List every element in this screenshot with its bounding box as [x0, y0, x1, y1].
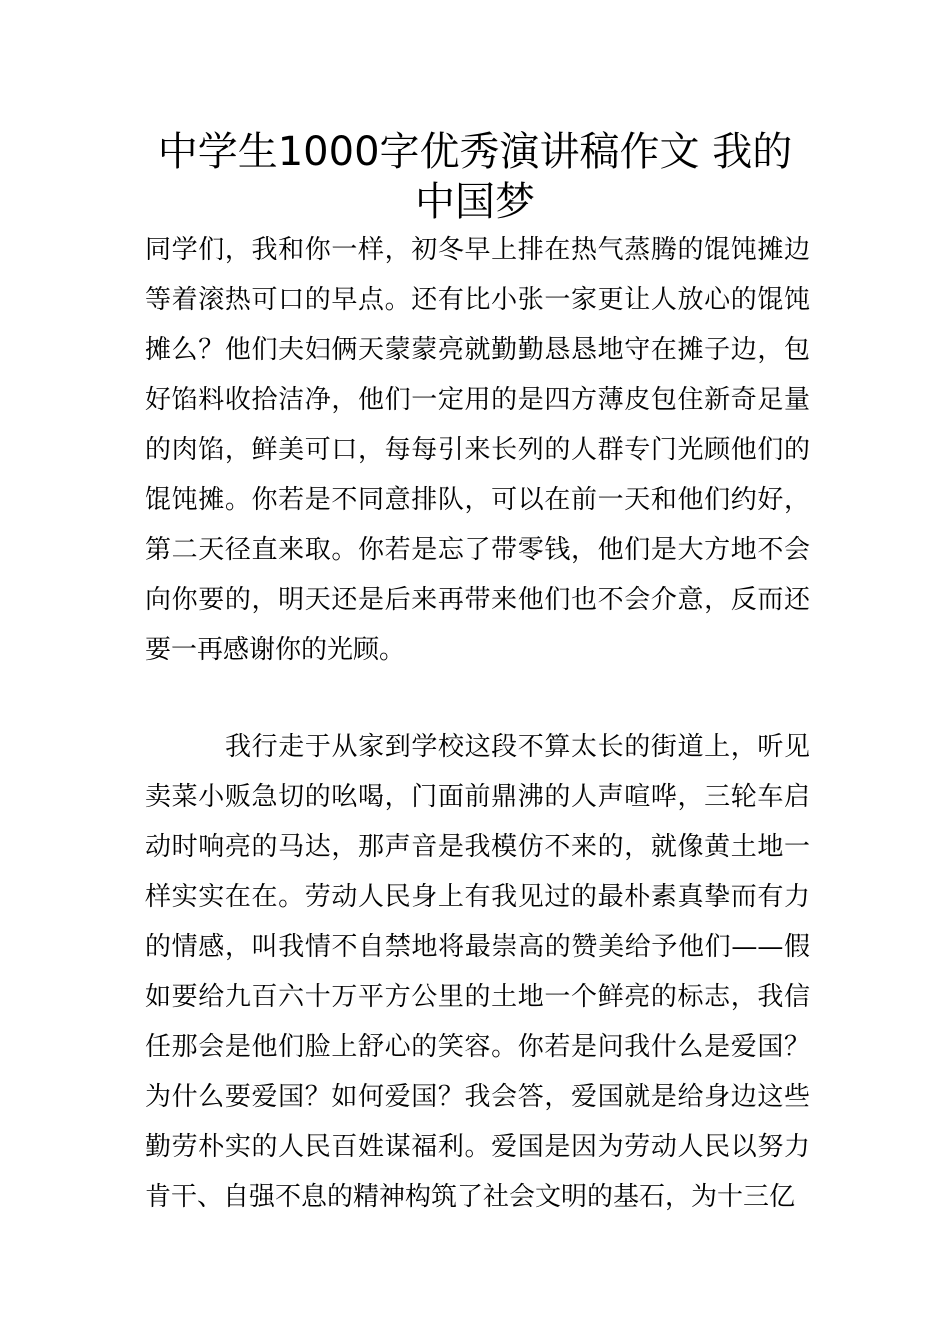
- document-title: 中学生1000字优秀演讲稿作文 我的中国梦: [157, 129, 793, 225]
- paragraph-1: 同学们，我和你一样，初冬早上排在热气蒸腾的馄饨摊边等着滚热可口的早点。还有比小张一家更让人放心的馄饨摊么？他们夫妇俩天蒙蒙亮就勤勤恳恳地守在摊子边，包好馅料收拾洁净，他们一定用的是四方薄皮包住新奇足量的肉馅，鲜美可口，每每引来长列的人群专门光顾他们的馄饨摊。你若是不同意排队，可以在前一天和他们约好，第二天径直来取。你若是忘了带零钱，他们是大方地不会向你要的，明天还是后来再带来他们也不会介意，反而还要一再感谢你的光顾。: [145, 235, 810, 665]
- paragraph-2: 我行走于从家到学校这段不算太长的街道上，听见卖菜小贩急切的吆喝，门面前鼎沸的人声喧哗，三轮车启动时响亮的马达，那声音是我模仿不来的，就像黄土地一样实实在在。劳动人民身上有我见过的最朴素真挚而有力的情感，叫我情不自禁地将最崇高的赞美给予他们——假如要给九百六十万平方公里的土地一个鲜亮的标志，我信任那会是他们脸上舒心的笑容。你若是问我什么是爱国？为什么要爱国？如何爱国？我会答，爱国就是给身边这些勤劳朴实的人民百姓谋福利。爱国是因为劳动人民以努力肯干、自强不息的精神构筑了社会文明的基石，为十三亿: [145, 732, 810, 1212]
